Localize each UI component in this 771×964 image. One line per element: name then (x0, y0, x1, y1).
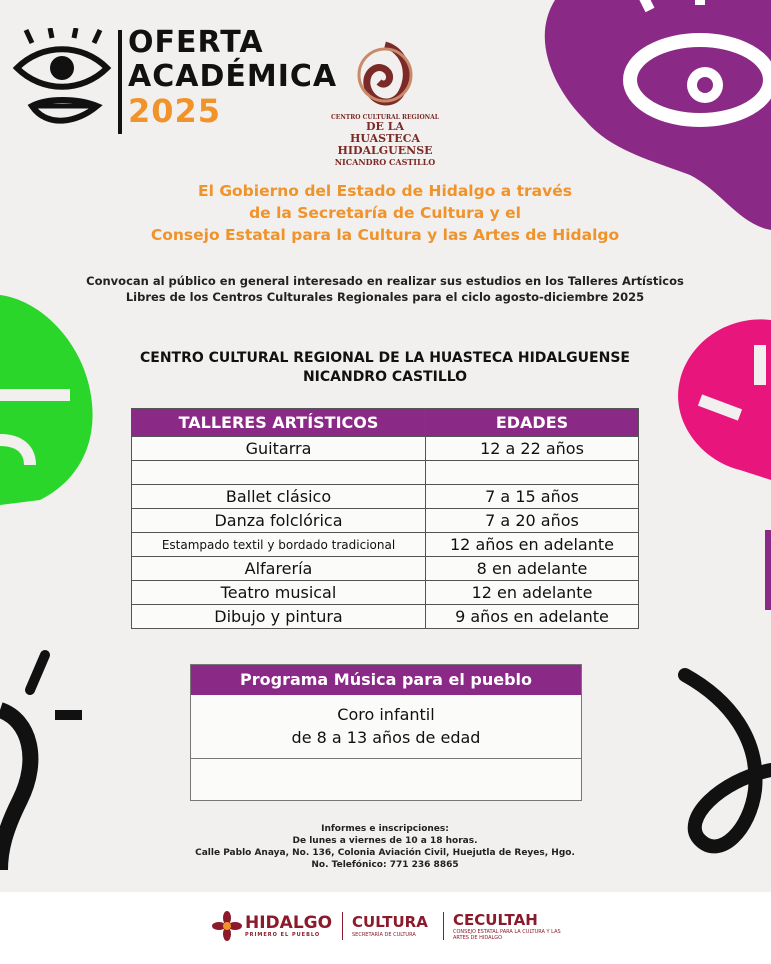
black-stroke (30, 655, 45, 690)
footer-separator (342, 912, 343, 940)
oferta-title: OFERTA ACADÉMICA 2025 (128, 25, 338, 130)
table-row: Estampado textil y bordado tradicional 12 años en adelante (132, 533, 639, 557)
footer-cultura: CULTURA (352, 913, 428, 931)
centro-cultural-logo: CENTRO CULTURAL REGIONAL DE LA HUASTECA HIDALGUENSE NICANDRO CASTILLO (330, 40, 440, 167)
eye-mouth-logo-icon (12, 28, 112, 138)
info-inscripciones: Informes e inscripciones: De lunes a viernes de 10 a 18 horas. Calle Pablo Anaya, No. 136, Colonia Aviación Civil, Huejutla de Reyes, Hgo. No. Telefónico: 771 236 8865 (195, 824, 575, 870)
table-header-row (132, 409, 639, 437)
government-intro: El Gobierno del Estado de Hidalgo a través de la Secretaría de Cultura y el Consejo Estatal para la Cultura y las Artes de Hidalgo (150, 182, 620, 244)
table-row: Ballet clásico 7 a 15 años (132, 485, 639, 509)
footer-cultura-sub: SECRETARÍA DE CULTURA (352, 932, 416, 938)
oferta-year: 2025 (128, 92, 222, 130)
table-row: Dibujo y pintura 9 años en adelante (132, 605, 639, 629)
footer-hidalgo-sub: PRIMERO EL PUEBLO (245, 932, 321, 938)
talleres-table (131, 408, 639, 629)
convocatoria-text: Convocan al público en general interesado en realizar sus estudios en los Talleres Artísticos Libres de los Centros Culturales Regionales para el ciclo agosto-diciembre 2025 (86, 274, 684, 304)
table-row: Guitarra 12 a 22 años (132, 437, 639, 461)
hidalgo-flower-icon (212, 911, 242, 941)
footer-hidalgo: HIDALGO (245, 913, 333, 933)
header-talleres: TALLERES ARTÍSTICOS (132, 409, 426, 437)
footer-cecultah: CECULTAH (453, 911, 538, 929)
centro-title: CENTRO CULTURAL REGIONAL DE LA HUASTECA HIDALGUENSE NICANDRO CASTILLO (140, 350, 630, 385)
programa-box (190, 664, 582, 801)
table-row: Alfarería 8 en adelante (132, 557, 639, 581)
header-edades: EDADES (426, 409, 639, 437)
spiral-emblem-icon (355, 40, 415, 110)
pink-shape (678, 319, 771, 480)
header-divider (118, 30, 122, 134)
table-row (132, 461, 639, 485)
programa-body: Coro infantil de 8 a 13 años de edad (191, 695, 581, 759)
programa-title: Programa Música para el pueblo (191, 665, 581, 695)
table-row: Teatro musical 12 en adelante (132, 581, 639, 605)
table-row: Danza folclórica 7 a 20 años (132, 509, 639, 533)
black-curve (685, 675, 771, 846)
footer-cecultah-sub: CONSEJO ESTATAL PARA LA CULTURA Y LAS ARTES DE HIDALGO (453, 929, 561, 941)
footer-separator (443, 912, 444, 940)
